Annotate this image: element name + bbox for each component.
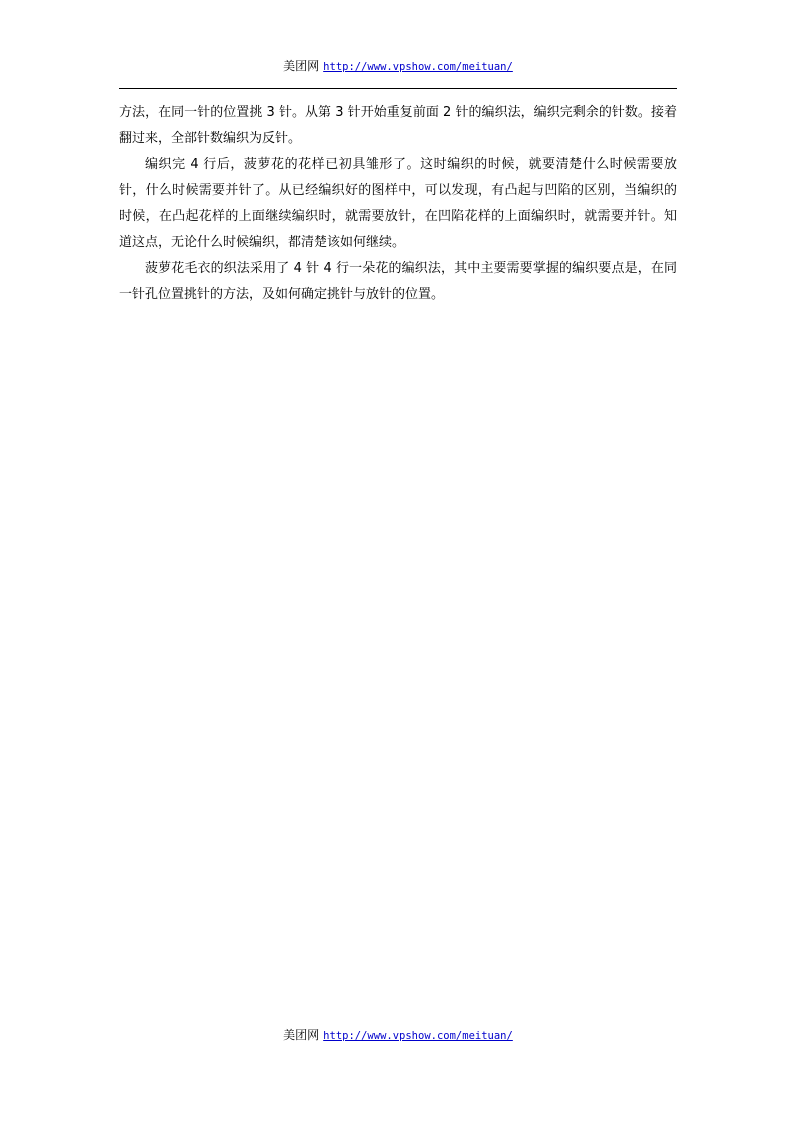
document-body [119, 100, 677, 308]
footer-site-name: 美团网 [283, 1028, 320, 1042]
paragraph: 菠萝花毛衣的织法采用了 4 针 4 行一朵花的编织法，其中主要需要掌握的编织要点是，在同一针孔位置挑针的方法，及如何确定挑针与放针的位置。 [119, 261, 677, 302]
header-link[interactable]: http://www.vpshow.com/meituan/ [323, 61, 513, 73]
paragraph: 编织完 4 行后，菠萝花的花样已初具雏形了。这时编织的时候，就要清楚什么时候需要放针，什么时候需要并针了。从已经编织好的图样中，可以发现，有凸起与凹陷的区别，当编织的时候，在凸起花样的上面继续编织时，就需要放针，在凹陷花样的上面编织时，就需要并针。知道这点，无论什么时候编织，都清楚该如何继续。 [119, 157, 677, 250]
paragraph-continuation: 方法，在同一针的位置挑 3 针。从第 3 针开始重复前面 2 针的编织法，编织完剩余的针数。接着翻过来，全部针数编织为反针。 [119, 105, 677, 146]
header-site-name: 美团网 [283, 59, 320, 73]
header-divider [119, 88, 677, 89]
page-header [119, 58, 677, 75]
page-footer [119, 1027, 677, 1044]
footer-link[interactable]: http://www.vpshow.com/meituan/ [323, 1030, 513, 1042]
